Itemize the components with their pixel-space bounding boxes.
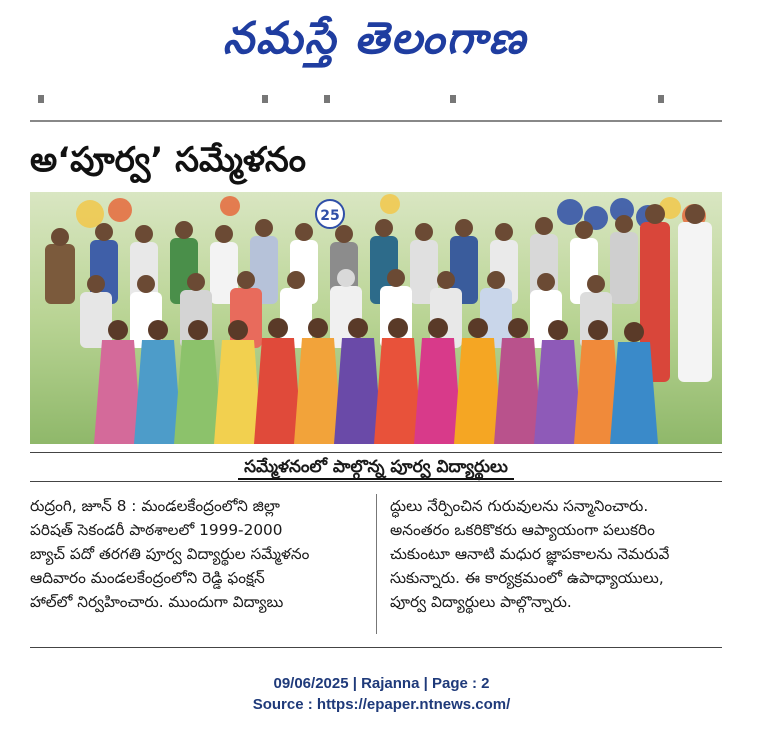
photo-caption-bar (30, 452, 722, 482)
article-column-left (30, 494, 362, 614)
masthead (150, 6, 600, 72)
banner-25: 25 (320, 208, 340, 224)
article-headline: అ‘పూర్వ’ సమ్మేళనం (30, 140, 306, 180)
masthead-title: నమస్తే తెలంగాణ (222, 13, 528, 64)
body-line: రుద్రంగి, జూన్ 8 : మండలకేంద్రంలోని జిల్లా (30, 497, 280, 515)
body-line: బ్యాచ్ పదో తరగతి పూర్వ విద్యార్థుల సమ్మేళనం (30, 545, 310, 563)
footer-source-link[interactable]: Source : https://epaper.ntnews.com/ (252, 696, 511, 713)
bottom-divider (30, 647, 722, 648)
footer-date-edition: 09/06/2025 | Rajanna | Page : 2 (273, 675, 490, 692)
masthead-divider (30, 120, 722, 122)
body-line: హాల్‌లో నిర్వహించారు. ముందుగా విద్యాబు (30, 593, 284, 611)
body-line: సుకున్నారు. ఈ కార్యక్రమంలో ఉపాధ్యాయులు, (390, 569, 664, 587)
previous-article-cutoff (30, 93, 722, 105)
photo-caption: సమ్మేళనంలో పాల్గొన్న పూర్వ విద్యార్థులు (238, 456, 514, 480)
body-line: పూర్వ విద్యార్థులు పాల్గొన్నారు. (390, 593, 572, 611)
body-line: ద్ధులు నేర్పించిన గురువులను సన్మానించారు. (390, 497, 649, 515)
group-photo (30, 192, 722, 444)
article-column-right (390, 494, 722, 614)
body-line: చుకుంటూ ఆనాటి మధుర జ్ఞాపకాలను నెమరువే (390, 545, 670, 563)
body-line: పరిషత్ సెకండరీ పాఠశాలలో 1999-2000 (30, 521, 283, 539)
column-divider (376, 494, 377, 634)
body-line: ఆదివారం మండలకేంద్రంలోని రెడ్డి ఫంక్షన్ (30, 569, 265, 587)
body-line: అనంతరం ఒకరికొకరు ఆప్యాయంగా పలుకరిం (390, 521, 655, 539)
